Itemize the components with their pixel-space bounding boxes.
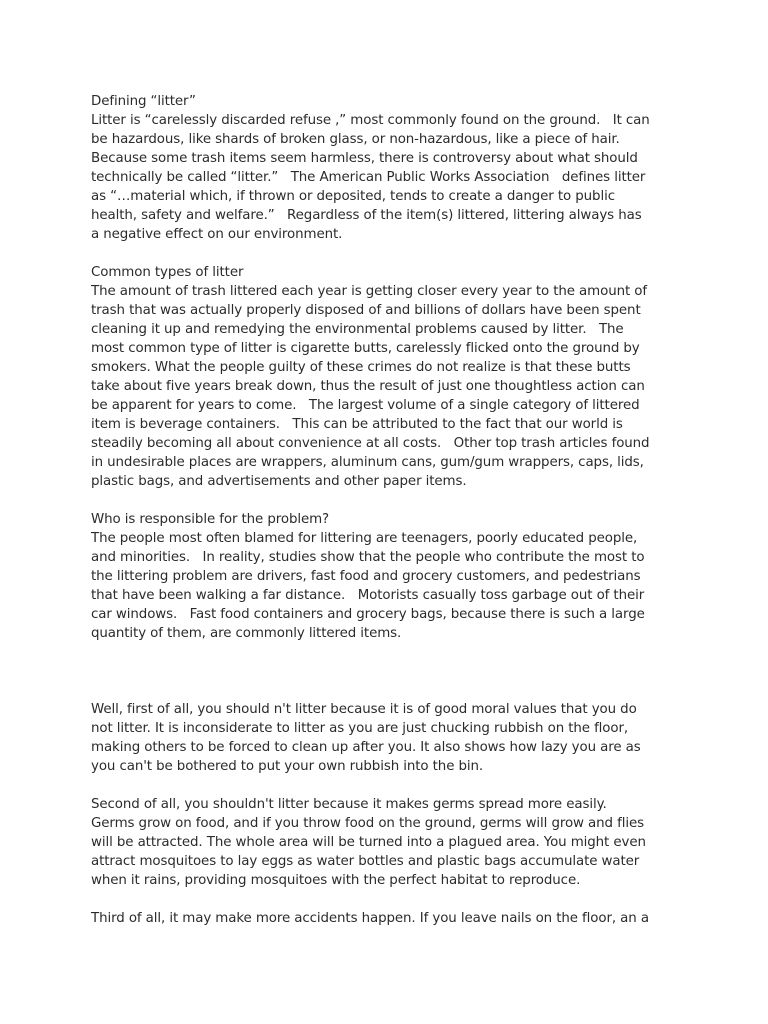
document-page [91, 92, 691, 947]
paragraph-line: The amount of trash littered each year is getting closer every year to the amount of [91, 284, 647, 299]
paragraph-line: technically be called “litter.” The American Public Works Association defines litter [91, 170, 646, 185]
paragraph-line: Germs grow on food, and if you throw food on the ground, germs will grow and flies [91, 816, 644, 831]
blank-gap [91, 662, 691, 700]
section-who-responsible [91, 510, 691, 643]
paragraph-line: not litter. It is inconsiderate to litter as you are just chucking rubbish on the floor, [91, 721, 629, 736]
paragraph-second-reason [91, 795, 691, 890]
paragraph-line: Litter is “carelessly discarded refuse ,” most commonly found on the ground. It can [91, 113, 650, 128]
paragraph-line: and minorities. In reality, studies show that the people who contribute the most to [91, 550, 645, 565]
paragraph-line: you can't be bothered to put your own rubbish into the bin. [91, 759, 484, 774]
paragraph-line: health, safety and welfare.” Regardless of the item(s) littered, littering always has [91, 208, 642, 223]
paragraph-line: be apparent for years to come. The largest volume of a single category of littered [91, 398, 640, 413]
paragraph-line: when it rains, providing mosquitoes with the perfect habitat to reproduce. [91, 873, 581, 888]
paragraph-line: in undesirable places are wrappers, aluminum cans, gum/gum wrappers, caps, lids, [91, 455, 644, 470]
paragraph-line: as “…material which, if thrown or deposited, tends to create a danger to public [91, 189, 615, 204]
paragraph-line: a negative effect on our environment. [91, 227, 343, 242]
paragraph-line: trash that was actually properly disposed of and billions of dollars have been spent [91, 303, 641, 318]
section-defining-litter [91, 92, 691, 244]
paragraph-line: that have been walking a far distance. Motorists casually toss garbage out of their [91, 588, 645, 603]
section-heading: Defining “litter” [91, 94, 196, 109]
paragraph-first-reason [91, 700, 691, 776]
paragraph-line: take about five years break down, thus the result of just one thoughtless action can [91, 379, 645, 394]
paragraph-line: cleaning it up and remedying the environmental problems caused by litter. The [91, 322, 624, 337]
paragraph-line: Because some trash items seem harmless, there is controversy about what should [91, 151, 638, 166]
paragraph-line: car windows. Fast food containers and grocery bags, because there is such a large [91, 607, 645, 622]
paragraph-line: item is beverage containers. This can be attributed to the fact that our world is [91, 417, 623, 432]
paragraph-third-reason [91, 909, 691, 928]
paragraph-line: Third of all, it may make more accidents happen. If you leave nails on the floor, an a [91, 911, 649, 926]
paragraph-line: be hazardous, like shards of broken glass, or non-hazardous, like a piece of hair. [91, 132, 620, 147]
paragraph-line: Well, first of all, you should n't litter because it is of good moral values that you do [91, 702, 637, 717]
paragraph-line: attract mosquitoes to lay eggs as water bottles and plastic bags accumulate water [91, 854, 640, 869]
paragraph-line: most common type of litter is cigarette butts, carelessly flicked onto the ground by [91, 341, 640, 356]
section-heading: Common types of litter [91, 265, 244, 280]
section-common-types [91, 263, 691, 491]
paragraph-line: smokers. What the people guilty of these crimes do not realize is that these butts [91, 360, 631, 375]
paragraph-line: the littering problem are drivers, fast food and grocery customers, and pedestrians [91, 569, 641, 584]
paragraph-line: making others to be forced to clean up after you. It also shows how lazy you are as [91, 740, 641, 755]
paragraph-line: steadily becoming all about convenience at all costs. Other top trash articles found [91, 436, 650, 451]
section-heading: Who is responsible for the problem? [91, 512, 330, 527]
paragraph-line: quantity of them, are commonly littered items. [91, 626, 402, 641]
paragraph-line: plastic bags, and advertisements and other paper items. [91, 474, 467, 489]
paragraph-line: The people most often blamed for littering are teenagers, poorly educated people, [91, 531, 638, 546]
paragraph-line: will be attracted. The whole area will be turned into a plagued area. You might even [91, 835, 646, 850]
paragraph-line: Second of all, you shouldn't litter because it makes germs spread more easily. [91, 797, 607, 812]
